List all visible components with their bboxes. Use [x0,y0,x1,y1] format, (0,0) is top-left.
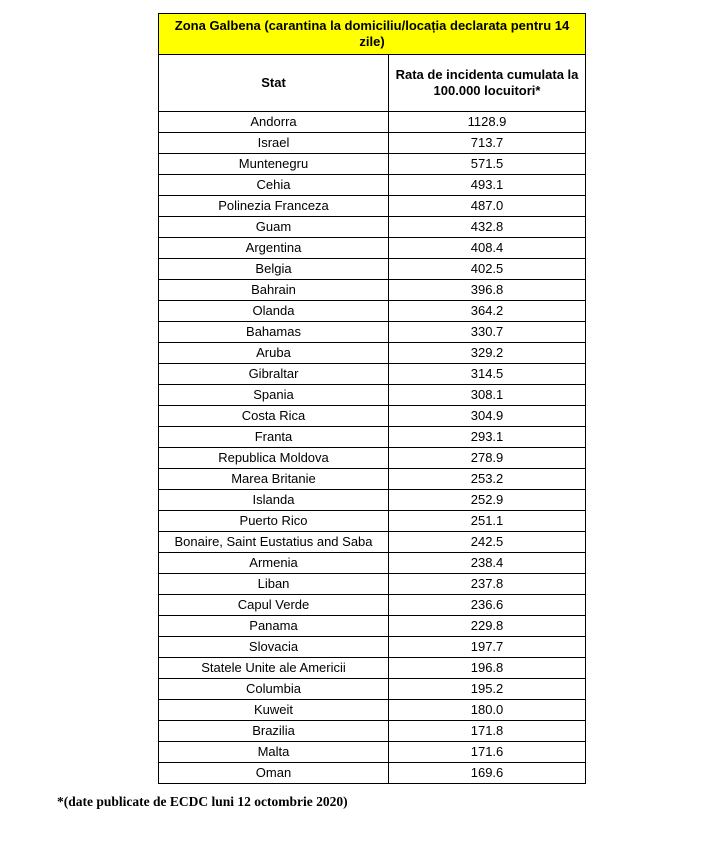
rate-cell: 278.9 [389,448,586,469]
rate-cell: 242.5 [389,532,586,553]
rate-cell: 238.4 [389,553,586,574]
country-cell: Aruba [159,343,389,364]
country-cell: Slovacia [159,637,389,658]
rate-cell: 402.5 [389,259,586,280]
table-row [159,721,586,742]
rate-cell: 304.9 [389,406,586,427]
table-row [159,574,586,595]
rate-cell: 229.8 [389,616,586,637]
table-row [159,259,586,280]
rate-cell: 171.6 [389,742,586,763]
rate-cell: 171.8 [389,721,586,742]
table-row [159,490,586,511]
rate-cell: 251.1 [389,511,586,532]
country-cell: Israel [159,133,389,154]
yellow-zone-table [158,13,586,784]
table-row [159,364,586,385]
table-header-row [159,55,586,112]
table-row [159,175,586,196]
country-cell: Kuweit [159,700,389,721]
country-cell: Malta [159,742,389,763]
country-cell: Olanda [159,301,389,322]
table-row [159,343,586,364]
rate-cell: 169.6 [389,763,586,784]
table-row [159,553,586,574]
table-row [159,133,586,154]
column-header-country: Stat [159,55,389,112]
country-cell: Statele Unite ale Americii [159,658,389,679]
rate-cell: 252.9 [389,490,586,511]
rate-cell: 432.8 [389,217,586,238]
footnote: *(date publicate de ECDC luni 12 octombrie 2020) [57,794,348,809]
rate-cell: 493.1 [389,175,586,196]
table-row [159,385,586,406]
country-cell: Puerto Rico [159,511,389,532]
country-cell: Belgia [159,259,389,280]
table-row [159,196,586,217]
table-row [159,406,586,427]
table-row [159,616,586,637]
table-row [159,763,586,784]
rate-cell: 195.2 [389,679,586,700]
country-cell: Bahamas [159,322,389,343]
country-cell: Franta [159,427,389,448]
rate-cell: 314.5 [389,364,586,385]
table-row [159,238,586,259]
rate-cell: 408.4 [389,238,586,259]
rate-cell: 330.7 [389,322,586,343]
country-cell: Brazilia [159,721,389,742]
table-row [159,595,586,616]
country-cell: Armenia [159,553,389,574]
table-row [159,112,586,133]
rate-cell: 237.8 [389,574,586,595]
rate-cell: 396.8 [389,280,586,301]
table-body [159,112,586,784]
table-row [159,469,586,490]
table-row [159,154,586,175]
country-cell: Guam [159,217,389,238]
country-cell: Spania [159,385,389,406]
table-row [159,742,586,763]
rate-cell: 329.2 [389,343,586,364]
country-cell: Islanda [159,490,389,511]
country-cell: Panama [159,616,389,637]
country-cell: Cehia [159,175,389,196]
table-title-row [159,14,586,55]
country-cell: Oman [159,763,389,784]
table-row [159,280,586,301]
country-cell: Columbia [159,679,389,700]
country-cell: Marea Britanie [159,469,389,490]
rate-cell: 1128.9 [389,112,586,133]
rate-cell: 364.2 [389,301,586,322]
country-cell: Republica Moldova [159,448,389,469]
table-row [159,679,586,700]
table-row [159,700,586,721]
country-cell: Muntenegru [159,154,389,175]
table-row [159,637,586,658]
rate-cell: 571.5 [389,154,586,175]
country-cell: Gibraltar [159,364,389,385]
country-cell: Liban [159,574,389,595]
rate-cell: 487.0 [389,196,586,217]
rate-cell: 293.1 [389,427,586,448]
table-title: Zona Galbena (carantina la domiciliu/locația declarata pentru 14 zile) [159,14,586,55]
table-row [159,301,586,322]
table-row [159,448,586,469]
rate-cell: 196.8 [389,658,586,679]
rate-cell: 713.7 [389,133,586,154]
country-cell: Polinezia Franceza [159,196,389,217]
country-cell: Bahrain [159,280,389,301]
table-row [159,532,586,553]
country-cell: Andorra [159,112,389,133]
table-row [159,658,586,679]
country-cell: Argentina [159,238,389,259]
table-row [159,217,586,238]
rate-cell: 308.1 [389,385,586,406]
rate-cell: 180.0 [389,700,586,721]
table-row [159,322,586,343]
rate-cell: 236.6 [389,595,586,616]
country-cell: Bonaire, Saint Eustatius and Saba [159,532,389,553]
column-header-rate: Rata de incidenta cumulata la 100.000 locuitori* [389,55,586,112]
table-row [159,511,586,532]
country-cell: Capul Verde [159,595,389,616]
country-cell: Costa Rica [159,406,389,427]
rate-cell: 197.7 [389,637,586,658]
table-row [159,427,586,448]
rate-cell: 253.2 [389,469,586,490]
